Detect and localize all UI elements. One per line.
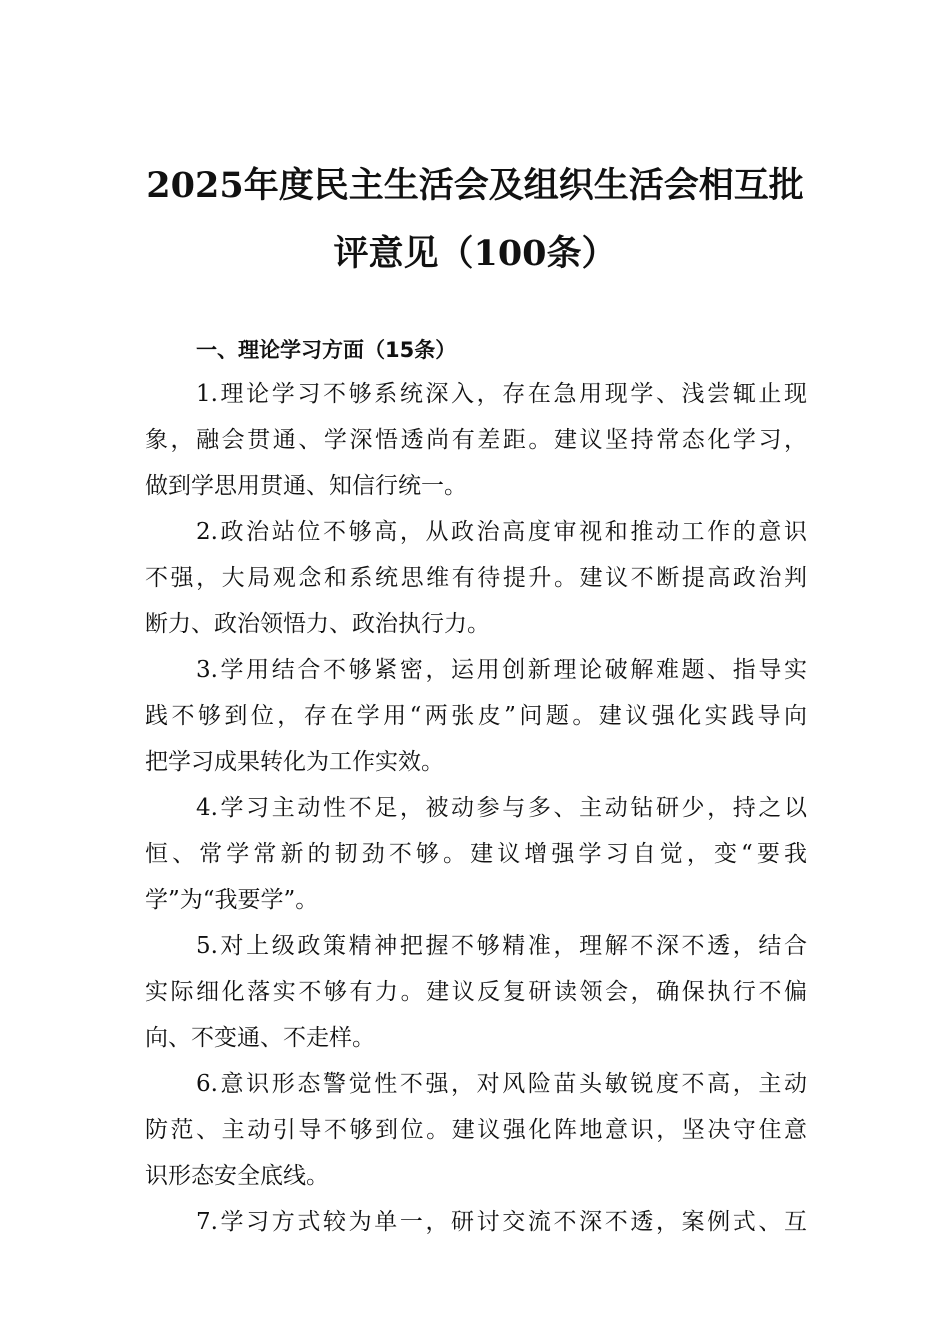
paragraph-line: 1.理论学习不够系统深入，存在急用现学、浅尝辄止现 [196, 381, 807, 407]
critique-paragraph [145, 785, 807, 923]
paragraph-line: 防范、主动引导不够到位。建议强化阵地意识，坚决守住意 [145, 1117, 807, 1143]
document-body [145, 371, 807, 1245]
critique-paragraph [145, 647, 807, 785]
paragraph-line: 不强，大局观念和系统思维有待提升。建议不断提高政治判 [145, 565, 807, 591]
paragraph-line: 象，融会贯通、学深悟透尚有差距。建议坚持常态化学习， [145, 427, 807, 453]
paragraph-line: 践不够到位，存在学用“两张皮”问题。建议强化实践导向 [145, 703, 807, 729]
paragraph-line: 做到学思用贯通、知信行统一。 [145, 473, 467, 499]
document-title [0, 152, 950, 288]
critique-paragraph [145, 1061, 807, 1199]
paragraph-line: 7.学习方式较为单一，研讨交流不深不透，案例式、互 [196, 1209, 807, 1235]
paragraph-line: 学”为“我要学”。 [145, 887, 319, 913]
paragraph-line: 断力、政治领悟力、政治执行力。 [145, 611, 490, 637]
critique-paragraph [145, 923, 807, 1061]
paragraph-line: 向、不变通、不走样。 [145, 1025, 375, 1051]
title-line-2: 评意见（100条） [333, 233, 617, 274]
paragraph-line: 4.学习主动性不足，被动参与多、主动钻研少，持之以 [196, 795, 807, 821]
paragraph-line: 6.意识形态警觉性不强，对风险苗头敏锐度不高，主动 [196, 1071, 807, 1097]
paragraph-line: 恒、常学常新的韧劲不够。建议增强学习自觉，变“要我 [145, 841, 807, 867]
section-heading: 一、理论学习方面（15条） [196, 338, 457, 362]
paragraph-line: 把学习成果转化为工作实效。 [145, 749, 444, 775]
paragraph-line: 5.对上级政策精神把握不够精准，理解不深不透，结合 [196, 933, 807, 959]
title-line-1: 2025年度民主生活会及组织生活会相互批 [146, 165, 804, 206]
critique-paragraph [145, 1199, 807, 1245]
paragraph-line: 实际细化落实不够有力。建议反复研读领会，确保执行不偏 [145, 979, 807, 1005]
paragraph-line: 2.政治站位不够高，从政治高度审视和推动工作的意识 [196, 519, 807, 545]
critique-paragraph [145, 371, 807, 509]
critique-paragraph [145, 509, 807, 647]
paragraph-line: 识形态安全底线。 [145, 1163, 329, 1189]
paragraph-line: 3.学用结合不够紧密，运用创新理论破解难题、指导实 [196, 657, 807, 683]
